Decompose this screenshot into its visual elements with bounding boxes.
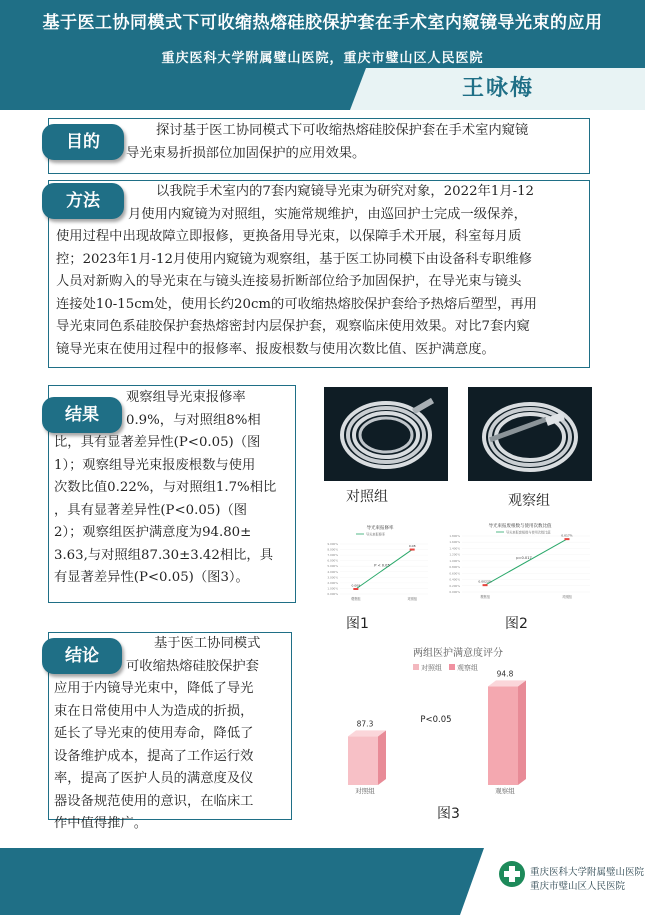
y-tick-label: 1.000% xyxy=(327,586,338,591)
text-line: 设备维护成本，提高了工作运行效 xyxy=(54,748,254,764)
data-label: 0.009 xyxy=(351,583,361,588)
legend-label: 观察组 xyxy=(457,664,478,672)
chart-annotation: P<0.05 xyxy=(420,715,452,725)
y-tick-label: 0.400% xyxy=(449,577,460,582)
chart-annotation: p=0.017 xyxy=(516,556,532,561)
purpose-text xyxy=(126,120,586,165)
footer-hospital-name-1: 重庆医科大学附属璧山医院 xyxy=(530,867,645,878)
text-line: 比，具有显著差异性(P<0.05)（图 xyxy=(54,435,261,450)
text-line: 3.63,与对照组87.30±3.42相比，具 xyxy=(54,547,274,563)
data-label: 87.3 xyxy=(356,719,374,729)
data-point xyxy=(483,584,488,586)
chart-title: 导光束报修率 xyxy=(366,526,394,531)
text-line: 人员对新购入的导光束在与镜头连接易折断部位给予加固保护，在导光束与镜头 xyxy=(56,274,522,289)
x-tick-label: 观察组 xyxy=(495,787,515,795)
y-tick-label: 4.000% xyxy=(327,569,338,574)
y-tick-label: 5.000% xyxy=(327,564,338,569)
figure-1-chart xyxy=(320,522,440,604)
conclusion-label: 结论 xyxy=(42,638,122,674)
coiled-cable-image xyxy=(468,387,592,481)
x-tick-label: 对照组 xyxy=(355,787,375,795)
affiliation: 重庆医科大学附属璧山医院，重庆市璧山区人民医院 xyxy=(161,51,484,66)
y-tick-label: 2.000% xyxy=(327,580,338,585)
text-line: 控；2023年1月-12月使用内窥镜为观察组，基于医工协同模下由设备科专职维修 xyxy=(56,251,532,267)
series-line xyxy=(485,539,567,585)
y-tick-label: 3.000% xyxy=(327,575,338,580)
text-line: 探讨基于医工协同模式下可收缩热熔硅胶保护套在手术室内窥镜 xyxy=(156,123,529,138)
hospital-logo-icon xyxy=(498,860,526,888)
data-label: 94.8 xyxy=(496,669,514,679)
text-line: 镜导光束在使用过程中的报修率、报废根数与使用次数比值、医护满意度。 xyxy=(56,341,495,357)
photo-observe-group xyxy=(468,387,592,481)
legend-label: 导光束报废根数与使用次数比值 xyxy=(506,530,551,535)
figure-3-chart xyxy=(318,640,598,800)
y-tick-label: 1.600% xyxy=(449,540,460,545)
y-tick-label: 8.000% xyxy=(327,547,338,552)
x-tick-label: 观察组 xyxy=(480,595,490,599)
y-tick-label: 6.000% xyxy=(327,558,338,563)
photo-control-caption: 对照组 xyxy=(346,489,388,505)
text-line: 月使用内窥镜为对照组，实施常规维护，由巡回护士完成一级保养， xyxy=(128,206,527,222)
text-line: 连接处10-15cm处，使用长约20cm的可收缩热熔胶保护套给予热熔后塑型，再用 xyxy=(56,296,537,312)
data-label: 0.0022% xyxy=(478,579,492,584)
text-line: 2）；观察组医护满意度为94.80± xyxy=(54,525,252,540)
x-tick-label: 对照组 xyxy=(562,595,572,599)
chart-title: 导光束报废根数与使用次数比值 xyxy=(488,524,552,529)
text-line: 作中值得推广。 xyxy=(54,816,148,831)
text-line: 1）；观察组导光束报废根数与使用 xyxy=(54,457,256,473)
y-tick-label: 0.000% xyxy=(327,592,338,596)
text-line: 延长了导光束的使用寿命，降低了 xyxy=(54,726,254,741)
photo-control-group xyxy=(324,387,448,481)
text-line: 器设备规范使用的意识，在临床工 xyxy=(54,793,254,809)
y-tick-label: 9.000% xyxy=(327,542,338,546)
bar-side xyxy=(518,680,526,785)
data-point xyxy=(564,538,569,540)
text-line: 率，提高了医护人员的满意度及仪 xyxy=(54,771,254,786)
y-tick-label: 1.000% xyxy=(449,558,460,563)
bar xyxy=(348,736,378,785)
text-line: 应用于内镜导光束中，降低了导光 xyxy=(54,681,254,696)
text-line: 导光束同色系硅胶保护套热熔密封内层保护套，观察临床使用效果。对比7套内窥 xyxy=(56,319,530,334)
figure-3-caption: 图3 xyxy=(437,806,460,822)
author-name: 王咏梅 xyxy=(462,75,535,101)
series-line xyxy=(356,550,412,589)
result-text xyxy=(54,387,294,590)
y-tick-label: 1.400% xyxy=(449,546,460,551)
text-line: 束在日常使用中人为造成的折损， xyxy=(54,703,254,719)
figure-2-chart xyxy=(440,520,600,606)
chart-annotation: P < 0.05 xyxy=(374,563,390,568)
data-point xyxy=(410,549,415,551)
text-line: 导光束易折损部位加固保护的应用效果。 xyxy=(126,145,366,161)
figure-2-caption: 图2 xyxy=(505,616,528,632)
y-tick-label: 0.000% xyxy=(449,590,460,594)
data-label: 0.08 xyxy=(408,544,416,549)
legend-label: 对照组 xyxy=(421,664,442,672)
y-tick-label: 1.800% xyxy=(449,534,460,538)
footer-hospital-name-2: 重庆市璧山区人民医院 xyxy=(530,881,626,892)
legend-swatch xyxy=(449,664,455,670)
legend-swatch xyxy=(413,664,419,670)
text-line: 观察组导光束报修率 xyxy=(126,390,246,405)
text-line: 次数比值0.22%，与对照组1.7%相比 xyxy=(54,480,277,495)
data-label: 0.017% xyxy=(561,533,573,538)
y-tick-label: 0.600% xyxy=(449,571,460,576)
result-label: 结果 xyxy=(42,397,122,433)
text-line: 0.9%，与对照组8%相 xyxy=(126,412,261,428)
method-label: 方法 xyxy=(42,183,124,219)
text-line: 有显著差异性(P<0.05)（图3）。 xyxy=(54,570,249,585)
text-line: ，具有显著差异性(P<0.05)（图 xyxy=(54,502,248,518)
purpose-label: 目的 xyxy=(42,124,124,160)
method-text xyxy=(56,181,586,361)
text-line: 可收缩热熔硅胶保护套 xyxy=(126,658,259,674)
poster-title: 基于医工协同模式下可收缩热熔硅胶保护套在手术室内窥镜导光束的应用 xyxy=(42,13,603,33)
text-line: 基于医工协同模式 xyxy=(154,636,261,651)
coiled-cable-image xyxy=(324,387,448,481)
y-tick-label: 0.800% xyxy=(449,565,460,570)
bar-side xyxy=(378,730,386,785)
chart-title: 两组医护满意度评分 xyxy=(413,648,503,659)
photo-observe-caption: 观察组 xyxy=(508,493,550,509)
legend-label: 导光束报修率 xyxy=(366,532,386,537)
x-tick-label: 观察组 xyxy=(351,597,361,601)
figure-1-caption: 图1 xyxy=(346,616,369,632)
y-tick-label: 7.000% xyxy=(327,553,338,558)
x-tick-label: 对照组 xyxy=(407,597,417,601)
data-point xyxy=(353,588,358,590)
conclusion-text xyxy=(54,633,290,836)
text-line: 使用过程中出现故障立即报修，更换备用导光束，以保障手术开展，科室每月质 xyxy=(56,229,522,244)
y-tick-label: 1.200% xyxy=(449,552,460,557)
y-tick-label: 0.200% xyxy=(449,583,460,588)
bar xyxy=(488,686,518,785)
text-line: 以我院手术室内的7套内窥镜导光束为研究对象，2022年1月-12 xyxy=(156,184,534,199)
